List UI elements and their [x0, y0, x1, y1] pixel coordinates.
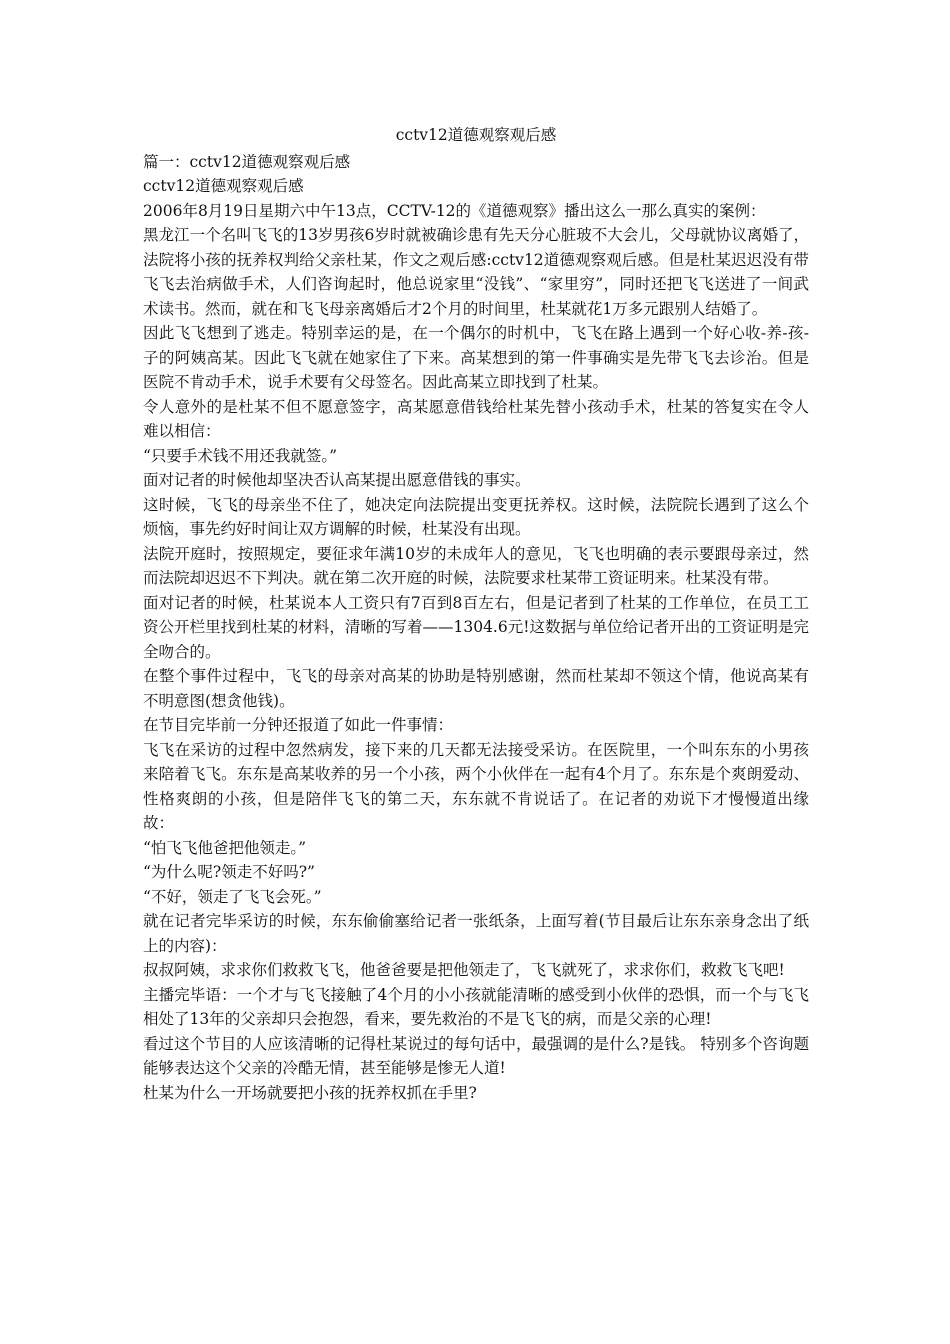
paragraph: “怕飞飞他爸把他领走。”	[143, 838, 307, 857]
paragraph: 在整个事件过程中，飞飞的母亲对高某的协助是特别感谢，然而杜某却不领这个情，他说高某有不明意图(想贪他钱)。	[143, 667, 809, 710]
paragraph: “不好，领走了飞飞会死。”	[143, 887, 322, 906]
paragraph: 叔叔阿姨，求求你们救救飞飞，他爸爸要是把他领走了，飞飞就死了，求求你们，救救飞飞吧!	[143, 961, 785, 979]
paragraph: 令人意外的是杜某不但不愿意签字，高某愿意借钱给杜某先替小孩动手术，杜某的答复实在令人难以相信：	[143, 397, 809, 440]
paragraph: 看过这个节目的人应该清晰的记得杜某说过的每句话中，最强调的是什么?是钱。 特别多个咨询题能够表达这个父亲的冷酷无情，甚至能够是惨无人道!	[143, 1034, 809, 1077]
paragraph: 杜某为什么一开场就要把小孩的抚养权抓在手里?	[143, 1083, 477, 1102]
document-body	[143, 123, 809, 1105]
paragraph: cctv12道德观察观后感	[143, 177, 304, 195]
paragraph: 法院开庭时，按照规定，要征求年满10岁的未成年人的意见，飞飞也明确的表示要跟母亲过，然而法院却迟迟不下判决。就在第二次开庭的时候，法院要求杜某带工资证明来。杜某没有带。	[143, 544, 809, 587]
paragraph-list	[143, 150, 809, 1106]
paragraph: “为什么呢?领走不好吗?”	[143, 863, 315, 881]
paragraph: 黑龙江一个名叫飞飞的13岁男孩6岁时就被确诊患有先天分心脏玻不大会儿，父母就协议离婚了，法院将小孩的抚养权判给父亲杜某，作文之观后感:cctv12道德观察观后感。但是杜某迟迟没有带飞飞去治病做手术，人们咨询起时，他总说家里“没钱”、“家里穷”，同时还把飞飞送进了一间武术读书。然而，就在和飞飞母亲离婚后才2个月的时间里，杜某就花1万多元跟别人结婚了。	[143, 226, 809, 318]
paragraph: 在节目完毕前一分钟还报道了如此一件事情：	[143, 716, 454, 734]
paragraph: 篇一：cctv12道德观察观后感	[143, 152, 351, 171]
paragraph: “只要手术钱不用还我就签。”	[143, 446, 338, 465]
paragraph: 面对记者的时候，杜某说本人工资只有7百到8百左右，但是记者到了杜某的工作单位，在员工工资公开栏里找到杜某的材料，清晰的写着——1304.6元!这数据与单位给记者开出的工资证明是完全吻合的。	[143, 593, 809, 661]
paragraph: 面对记者的时候他却坚决否认高某提出愿意借钱的事实。	[143, 471, 531, 489]
paragraph: 飞飞在采访的过程中忽然病发，接下来的几天都无法接受采访。在医院里，一个叫东东的小男孩来陪着飞飞。东东是高某收养的另一个小孩，两个小伙伴在一起有4个月了。东东是个爽朗爱动、性格爽朗的小孩，但是陪伴飞飞的第二天，东东就不肯说话了。在记者的劝说下才慢慢道出缘故：	[143, 740, 809, 832]
paragraph: 因此飞飞想到了逃走。特别幸运的是，在一个偶尔的时机中，飞飞在路上遇到一个好心收-养-孩-子的阿姨高某。因此飞飞就在她家住了下来。高某想到的第一件事确实是先带飞飞去诊治。但是医院不肯动手术，说手术要有父母签名。因此高某立即找到了杜某。	[143, 324, 809, 391]
paragraph: 2006年8月19日星期六中午13点，CCTV-12的《道德观察》播出这么一那么真实的案例：	[143, 201, 766, 220]
paragraph: 这时候，飞飞的母亲坐不住了，她决定向法院提出变更抚养权。这时候，法院院长遇到了这么个烦恼，事先约好时间让双方调解的时候，杜某没有出现。	[143, 495, 809, 538]
paragraph: 主播完毕语：一个才与飞飞接触了4个月的小小孩就能清晰的感受到小伙伴的恐惧，而一个与飞飞相处了13年的父亲却只会抱怨，看来，要先救治的不是飞飞的病，而是父亲的心理!	[143, 985, 809, 1028]
document-title: cctv12道德观察观后感	[395, 126, 557, 144]
paragraph: 就在记者完毕采访的时候，东东偷偷塞给记者一张纸条，上面写着(节目最后让东东亲身念出了纸上的内容)：	[143, 912, 809, 955]
